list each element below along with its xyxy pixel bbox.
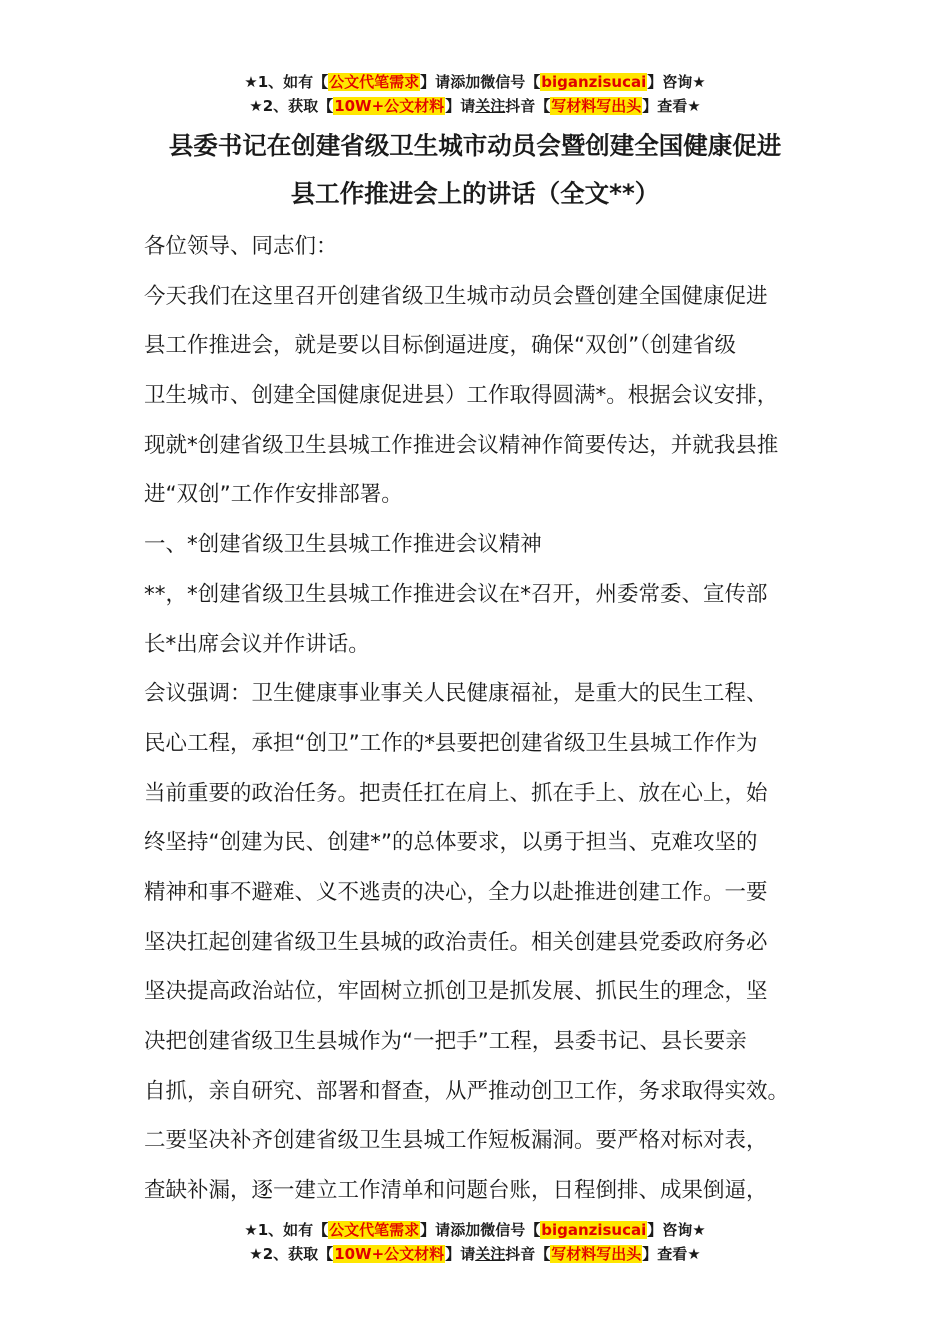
body-text-line: 民心工程，承担“创卫”工作的*县要把创建省级卫生县城工作作为 <box>144 730 758 756</box>
banner-text: 抖音【 <box>505 97 551 115</box>
banner-text: ★1、如有【 <box>244 73 329 91</box>
body-text-line: **，*创建省级卫生县城工作推进会议在*召开，州委常委、宣传部 <box>144 581 768 607</box>
highlight-wechat-id: biganzisucai <box>541 1221 647 1239</box>
highlight-service: 公文代笔需求 <box>329 1221 420 1239</box>
body-text-line: 长*出席会议并作讲话。 <box>144 631 370 657</box>
banner-text: ★1、如有【 <box>244 1221 329 1239</box>
banner-text: 关注 <box>475 97 506 115</box>
body-text-line: 一、*创建省级卫生县城工作推进会议精神 <box>144 532 542 558</box>
body-text-line: 进“双创”工作作安排部署。 <box>144 482 403 508</box>
document-body <box>144 222 834 1216</box>
banner-line-2 <box>0 1242 950 1266</box>
body-text-line: 今天我们在这里召开创建省级卫生城市动员会暨创建全国健康促进 <box>144 283 768 309</box>
banner-text: 关注 <box>475 1245 506 1263</box>
body-text-line: 卫生城市、创建全国健康促进县）工作取得圆满*。根据会议安排， <box>144 383 779 409</box>
banner-text: 】请 <box>445 97 476 115</box>
highlight-materials: 10W+公文材料 <box>334 97 445 115</box>
banner-text: 微信号【 <box>480 73 541 91</box>
body-text-line: 精神和事不避难、义不逃责的决心，全力以赴推进创建工作。一要 <box>144 879 768 905</box>
highlight-wechat-id: biganzisucai <box>541 73 647 91</box>
highlight-douyin: 写材料写出头 <box>551 97 642 115</box>
highlight-douyin: 写材料写出头 <box>551 1245 642 1263</box>
highlight-service: 公文代笔需求 <box>329 73 420 91</box>
header-banner <box>0 70 950 118</box>
banner-text: 添加 <box>450 73 481 91</box>
banner-text: 】查看★ <box>642 1245 701 1263</box>
body-text-line: 当前重要的政治任务。把责任扛在肩上、抓在手上、放在心上，始 <box>144 780 768 806</box>
banner-text: ★2、获取【 <box>249 1245 334 1263</box>
banner-text: 】咨询★ <box>647 73 706 91</box>
body-text-line: 二要坚决补齐创建省级卫生县城工作短板漏洞。要严格对标对表， <box>144 1128 768 1154</box>
footer-banner <box>0 1218 950 1266</box>
highlight-materials: 10W+公文材料 <box>334 1245 445 1263</box>
body-text-line: 现就*创建省级卫生县城工作推进会议精神作简要传达，并就我县推 <box>144 432 779 458</box>
banner-text: 抖音【 <box>505 1245 551 1263</box>
body-text-line: 查缺补漏，逐一建立工作清单和问题台账，日程倒排、成果倒逼， <box>144 1178 768 1204</box>
banner-line-1 <box>0 1218 950 1242</box>
document-title <box>0 122 950 218</box>
banner-text: 】请 <box>420 73 451 91</box>
banner-text: 微信号【 <box>480 1221 541 1239</box>
banner-text: 】请 <box>445 1245 476 1263</box>
title-line: 县委书记在创建省级卫生城市动员会暨创建全国健康促进 <box>168 131 782 160</box>
body-text-line: 终坚持“创建为民、创建*”的总体要求，以勇于担当、克难攻坚的 <box>144 830 758 856</box>
body-text-line: 决把创建省级卫生县城作为“一把手”工程，县委书记、县长要亲 <box>144 1029 747 1054</box>
body-text-line: 坚决提高政治站位，牢固树立抓创卫是抓发展、抓民生的理念，坚 <box>144 979 768 1005</box>
title-line: 县工作推进会上的讲话（全文**） <box>290 179 660 208</box>
banner-text: ★2、获取【 <box>249 97 334 115</box>
banner-line-2 <box>0 94 950 118</box>
body-text-line: 各位领导、同志们： <box>144 234 338 259</box>
banner-text: 】咨询★ <box>647 1221 706 1239</box>
body-text-line: 县工作推进会，就是要以目标倒逼进度，确保“双创”（创建省级 <box>144 333 737 359</box>
banner-line-1 <box>0 70 950 94</box>
body-text-line: 自抓，亲自研究、部署和督查，从严推动创卫工作，务求取得实效。 <box>144 1078 790 1104</box>
banner-text: 添加 <box>450 1221 481 1239</box>
banner-text: 】请 <box>420 1221 451 1239</box>
body-text-line: 坚决扛起创建省级卫生县城的政治责任。相关创建县党委政府务必 <box>144 929 768 955</box>
body-text-line: 会议强调：卫生健康事业事关人民健康福祉，是重大的民生工程、 <box>144 681 768 707</box>
banner-text: 】查看★ <box>642 97 701 115</box>
